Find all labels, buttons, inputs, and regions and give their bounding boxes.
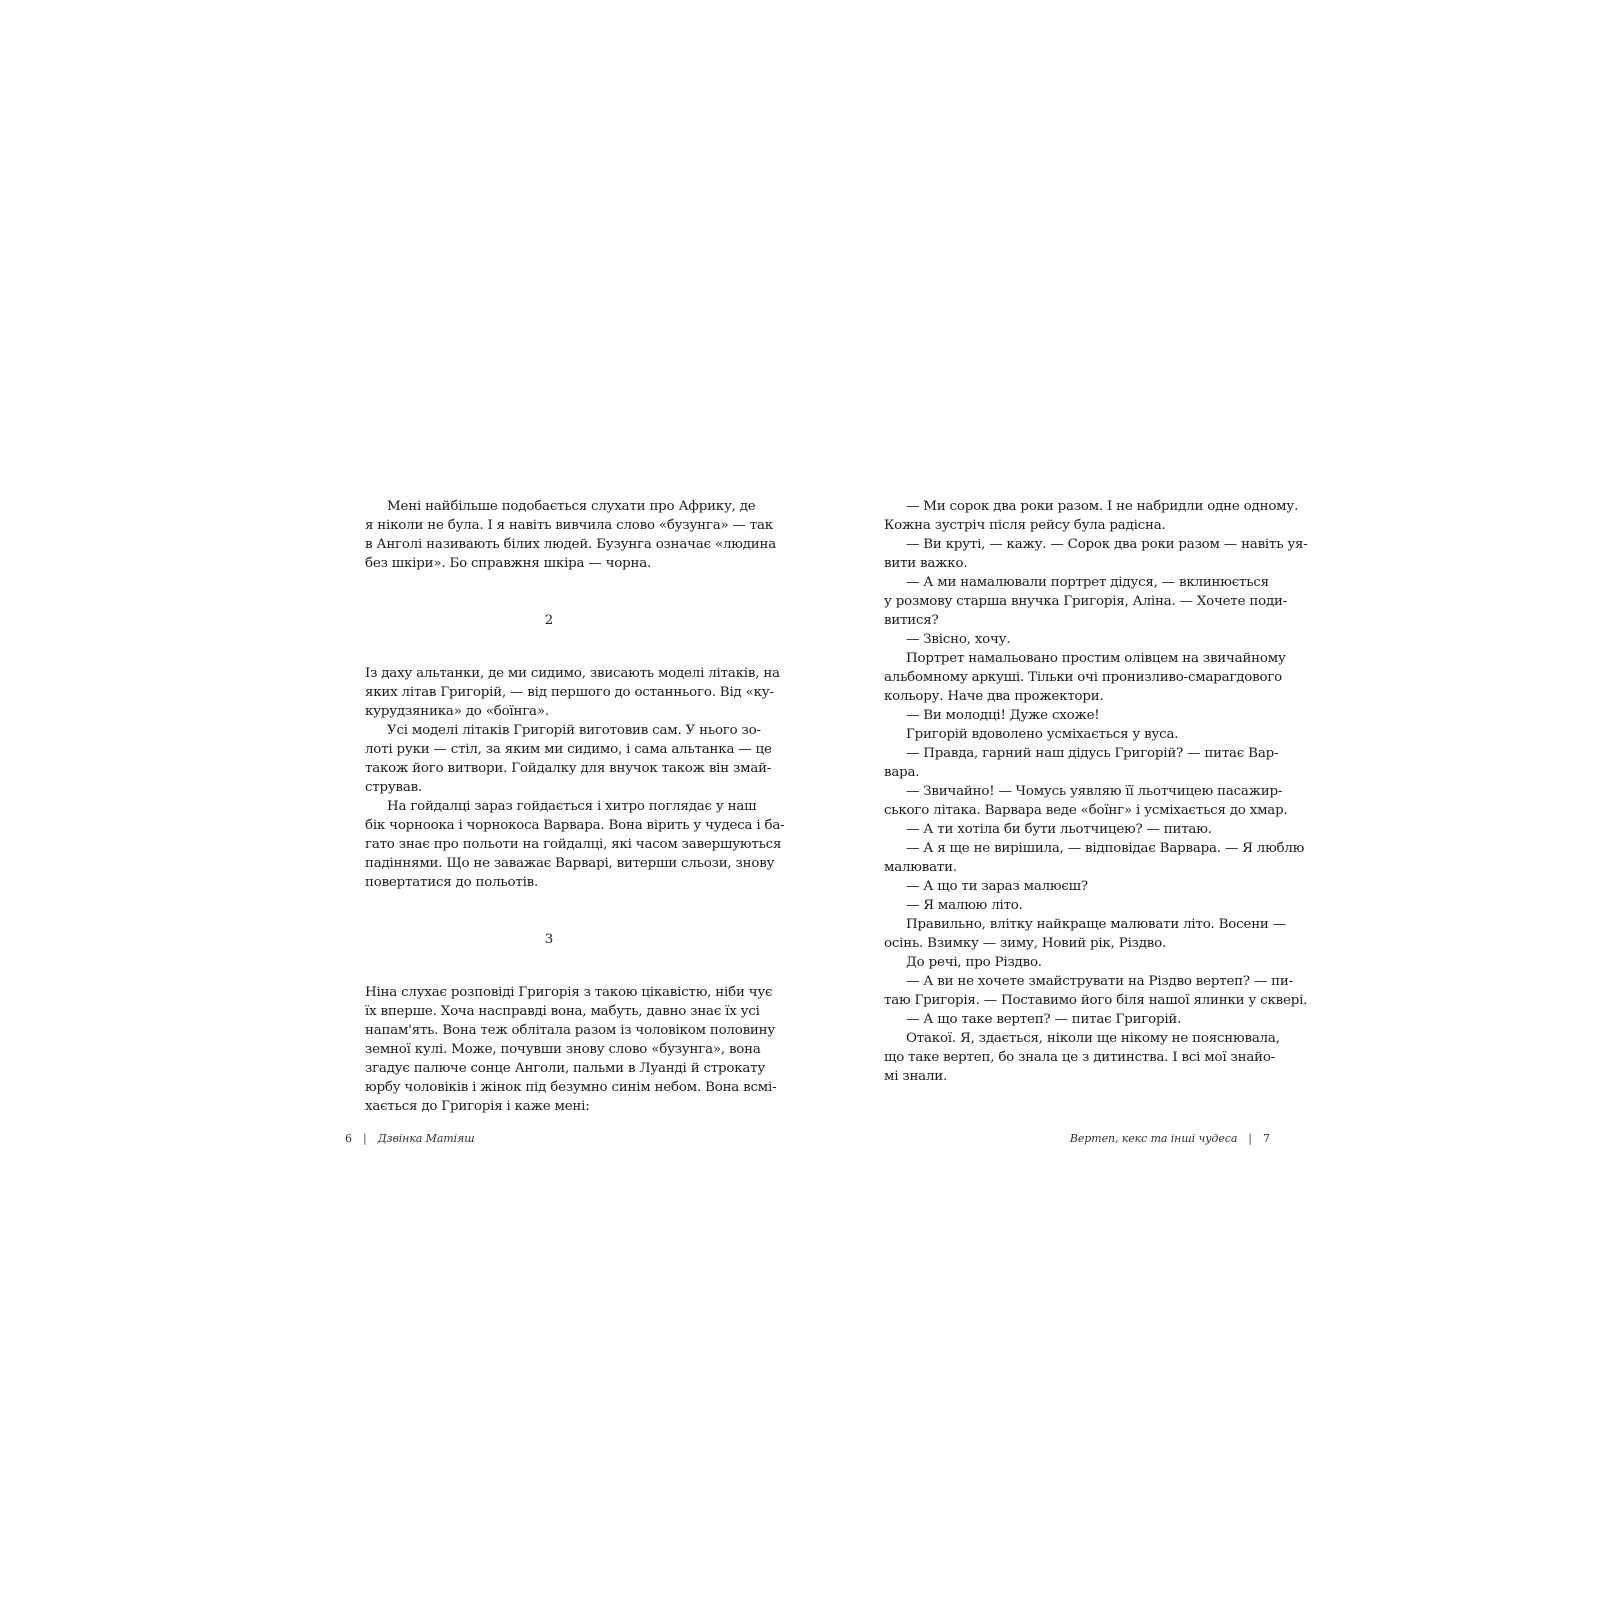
paragraph <box>884 535 1308 573</box>
text-line: — Правда, гарний наш дідусь Григорій? — питає Вар- <box>906 746 1279 761</box>
paragraph <box>884 573 1288 630</box>
text-line: згадує палюче сонце Анголи, пальми в Луанді й строкату <box>365 1061 766 1076</box>
paragraph <box>884 497 1299 535</box>
right-page-number: 7 <box>1263 1132 1270 1145</box>
text-line: я ніколи не була. І я навіть вивчила слово «бузунга» — так <box>365 518 773 533</box>
text-line: мі знали. <box>884 1069 948 1084</box>
left-running-head: Дзвінка Матіяш <box>377 1132 475 1145</box>
text-line: осінь. Взимку — зиму, Новий рік, Різдво. <box>884 936 1167 951</box>
text-line: без шкіри». Бо справжня шкіра — чорна. <box>365 556 652 571</box>
text-line: їх вперше. Хоча насправді вона, мабуть, давно знає їх усі <box>365 1004 760 1019</box>
paragraph <box>365 497 776 573</box>
text-line: — А ми намалювали портрет дідуся, — вклинюється <box>906 575 1269 590</box>
text-line: — Ви молодці! Дуже схоже! <box>906 708 1100 723</box>
text-line: На гойдалці зараз гойдається і хитро поглядає у наш <box>387 799 757 814</box>
paragraph <box>884 877 1252 896</box>
text-line: яких літав Григорій, — від першого до останнього. Від «ку- <box>365 685 774 700</box>
footer-separator: | <box>1248 1132 1252 1145</box>
right-page <box>884 497 1308 1086</box>
text-line: До речі, про Різдво. <box>906 955 1042 970</box>
right-page-footer <box>1070 1131 1270 1147</box>
text-line: курудзяника» до «боїнга». <box>365 704 549 719</box>
section-number: 2 <box>544 613 554 628</box>
text-line: напам'ять. Вона теж облітала разом із чоловіком половину <box>365 1023 776 1038</box>
text-line: — А ти хотіла би бути льотчицею? — питаю. <box>906 822 1212 837</box>
paragraph <box>884 820 1252 839</box>
paragraph <box>365 983 777 1116</box>
paragraph <box>365 664 780 721</box>
text-line: Кожна зустріч після рейсу була радісна. <box>884 518 1166 533</box>
paragraph <box>884 839 1305 877</box>
text-line: бік чорноока і чорнокоса Варвара. Вона вірить у чудеса і ба- <box>365 818 785 833</box>
text-line: лоті руки — стіл, за яким ми сидимо, і сама альтанка — це <box>365 742 772 757</box>
paragraph <box>884 896 1252 915</box>
text-line: Отакої. Я, здається, ніколи ще нікому не пояснювала, <box>906 1031 1280 1046</box>
text-line: Із даху альтанки, де ми сидимо, звисають моделі літаків, на <box>365 666 780 681</box>
paragraph <box>884 744 1279 782</box>
text-line: Мені найбільше подобається слухати про Африку, де <box>387 499 756 514</box>
paragraph <box>365 721 772 797</box>
paragraph <box>884 782 1288 820</box>
text-line: земної кулі. Може, почувши знову слово «бузунга», вона <box>365 1042 761 1057</box>
paragraph <box>884 649 1286 706</box>
text-line: що таке вертеп, бо знала це з дитинства. І всі мої знайо- <box>884 1050 1276 1065</box>
paragraph <box>884 915 1286 953</box>
text-line: малювати. <box>884 860 957 875</box>
text-line: кольору. Наче два прожектори. <box>884 689 1104 704</box>
text-line: Григорій вдоволено усміхається у вуса. <box>906 727 1179 742</box>
text-line: повертатися до польотів. <box>365 875 539 890</box>
left-page-footer <box>345 1131 475 1147</box>
text-line: стрував. <box>365 780 423 795</box>
text-line: — Ви круті, — кажу. — Сорок два роки разом — навіть уя- <box>906 537 1308 552</box>
text-line: гато знає про польоти на гойдалці, які часом завершуються <box>365 837 782 852</box>
text-line: — А ви не хочете змайструвати на Різдво вертеп? — пи- <box>906 974 1293 989</box>
text-line: — А що таке вертеп? — питає Григорій. <box>906 1012 1182 1027</box>
paragraph <box>884 706 1252 725</box>
text-line: у розмову старша внучка Григорія, Аліна. — Хочете поди- <box>884 594 1288 609</box>
text-line: Правильно, влітку найкраще малювати літо. Восени — <box>906 917 1286 932</box>
paragraph <box>365 797 785 892</box>
text-line: — Звичайно! — Чомусь уявляю її льотчицею пасажир- <box>906 784 1283 799</box>
paragraph <box>884 725 1252 744</box>
text-line: Ніна слухає розповіді Григорія з такою цікавістю, ніби чує <box>365 985 773 1000</box>
text-line: падіннями. Що не заважає Варварі, витерши сльози, знову <box>365 856 775 871</box>
text-line: вара. <box>884 765 920 780</box>
text-line: ського літака. Варвара веде «боїнг» і усміхається до хмар. <box>884 803 1288 818</box>
right-running-head: Вертеп, кекс та інші чудеса <box>1069 1132 1238 1145</box>
text-line: — А що ти зараз малюєш? <box>906 879 1088 894</box>
text-line: вити важко. <box>884 556 968 571</box>
text-line: Усі моделі літаків Григорій виготовив сам. У нього зо- <box>387 723 761 738</box>
text-line: таю Григорія. — Поставимо його біля нашої ялинки у сквері. <box>884 993 1308 1008</box>
text-line: хається до Григорія і каже мені: <box>365 1099 590 1114</box>
text-line: в Анголі називають білих людей. Бузунга означає «людина <box>365 537 776 552</box>
footer-separator: | <box>363 1132 367 1145</box>
left-page <box>365 497 785 1116</box>
text-line: — А я ще не вирішила, — відповідає Варвара. — Я люблю <box>906 841 1305 856</box>
text-line: також його витвори. Гойдалку для внучок також він змай- <box>365 761 772 776</box>
text-line: Портрет намальовано простим олівцем на звичайному <box>906 651 1286 666</box>
paragraph <box>884 972 1308 1010</box>
text-line: альбомному аркуші. Тільки очі пронизливо-смарагдового <box>884 670 1283 685</box>
text-line: — Звісно, хочу. <box>906 632 1011 647</box>
text-line: юрбу чоловіків і жінок під безумно синім небом. Вона всмі- <box>365 1080 777 1095</box>
paragraph <box>884 630 1252 649</box>
text-line: — Ми сорок два роки разом. І не набридли одне одному. <box>906 499 1299 514</box>
paragraph <box>884 953 1252 972</box>
text-line: — Я малюю літо. <box>906 898 1023 913</box>
left-page-number: 6 <box>345 1132 352 1145</box>
paragraph <box>884 1010 1252 1029</box>
paragraph <box>884 1029 1280 1086</box>
section-number: 3 <box>544 932 554 947</box>
text-line: витися? <box>884 613 939 628</box>
